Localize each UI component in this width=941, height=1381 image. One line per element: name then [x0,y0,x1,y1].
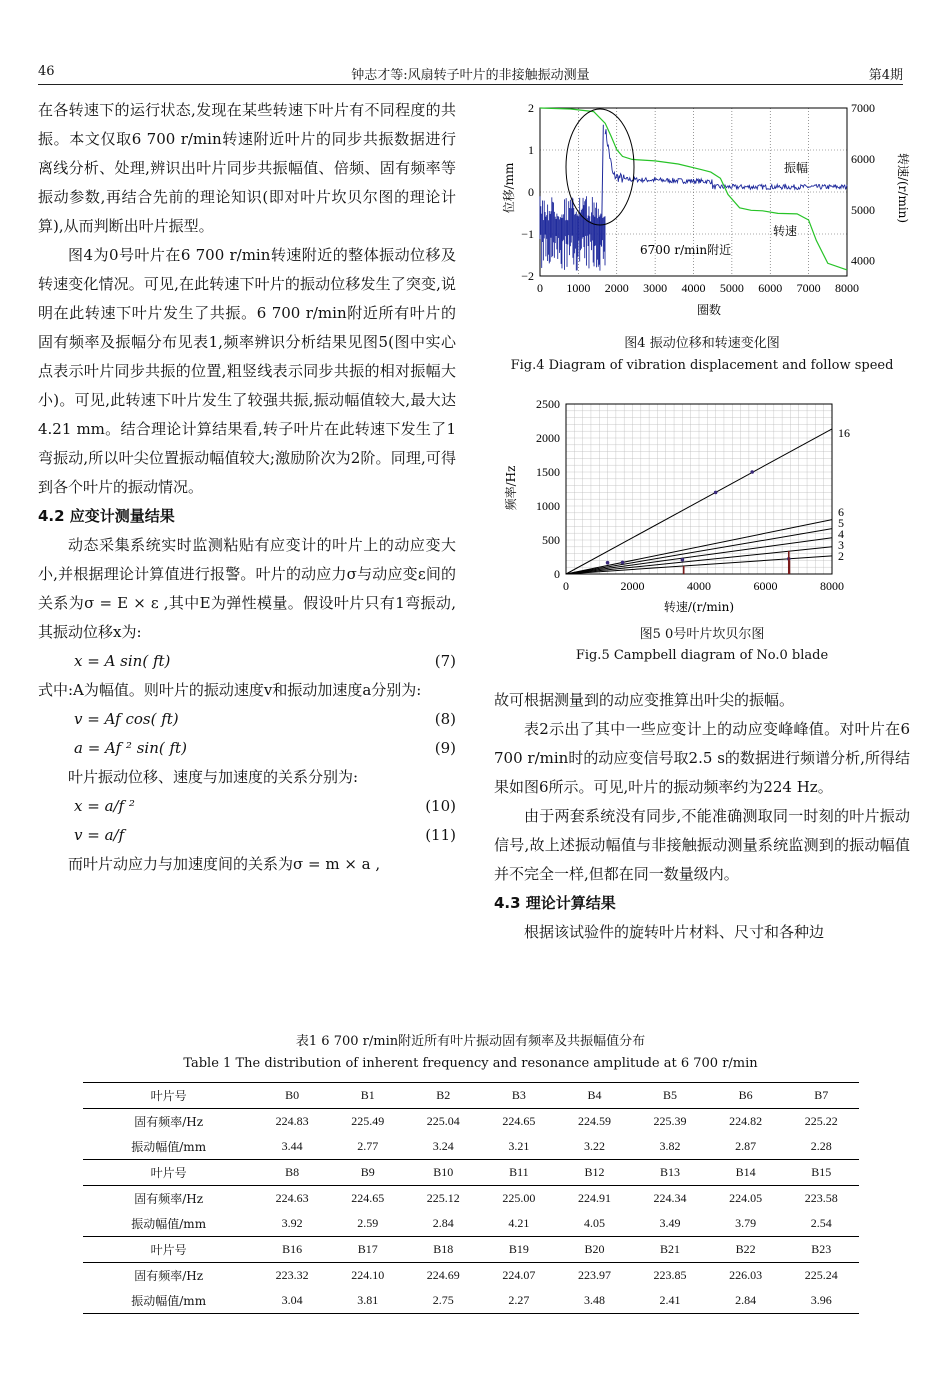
equation-text: x = A sin( ft) [74,652,171,670]
row-label-frequency: 固有频率/Hz [134,1115,204,1129]
row-label-amplitude: 振动幅值/mm [131,1217,207,1231]
amplitude-cell: 2.41 [632,1288,708,1314]
table-row [83,1186,859,1212]
table-row [83,1263,859,1289]
blade-id-cell: B5 [632,1083,708,1109]
x-tick-label: 2000 [620,579,645,593]
amplitude-cell: 2.84 [708,1288,784,1314]
resonance-point [681,558,685,562]
paragraph: 叶片振动位移、速度与加速度的关系分别为: [68,768,359,786]
page-number: 46 [38,64,55,79]
blade-id-cell: B13 [632,1160,708,1186]
x-tick-label: 2000 [604,281,629,295]
order-label-4: 4 [838,526,844,541]
amplitude-cell: 2.54 [810,1216,832,1230]
amplitude-cell: 2.59 [357,1216,379,1230]
amplitude-cell: 2.75 [406,1288,482,1314]
amplitude-cell: 4.05 [583,1216,605,1230]
frequency-cell: 225.04 [426,1114,460,1128]
blade-id-cell: B6 [708,1083,784,1109]
table-1 [83,1082,859,1314]
blade-id-cell: B23 [783,1237,859,1263]
table-1-caption-en: Table 1 The distribution of inherent frequency and resonance amplitude at 6 700 r/min [183,1056,758,1071]
x-tick-label: 6000 [758,281,783,295]
x-axis-label: 圈数 [696,303,722,317]
running-title: 钟志才等:风扇转子叶片的非接触振动测量 [351,68,590,83]
frequency-cell: 224.82 [729,1114,763,1128]
paragraph: 故可根据测量到的动应变推算出叶尖的振幅。 [494,691,795,709]
x-tick-label: 8000 [820,579,844,593]
x-tick-label: 5000 [719,281,744,295]
blade-id-cell: B2 [406,1083,482,1109]
frequency-cell: 224.05 [729,1191,763,1205]
paragraph: 在各转速下的运行状态,发现在某些转速下叶片有不同程度的共振。本文仅取6 700 r/min转速附近叶片的同步共振数据进行离线分析、处理,辨识出叶片同步共振幅值、倍频、固有频率等振动参数,再结合先前的理论知识(即对叶片坎贝尔图的理论计算),从而判断出叶片振型。 [38,101,456,235]
equation-number: (11) [425,826,456,844]
section-heading-4-3: 4.3 理论计算结果 [494,894,616,912]
y-tick-label: 1 [528,143,534,157]
x-axis-label: 转速/(r/min) [663,600,735,614]
frequency-cell: 225.12 [426,1191,460,1205]
frequency-cell: 226.03 [729,1268,763,1282]
x-tick-label: 0 [537,281,543,295]
x-tick-label: 8000 [835,281,859,295]
y-tick-label: 1000 [536,499,560,513]
blade-id-cell: B12 [557,1160,633,1186]
frequency-cell: 225.00 [502,1191,536,1205]
displacement-line [605,129,847,189]
blade-id-cell: B8 [254,1160,330,1186]
blade-id-cell: B15 [783,1160,859,1186]
paragraph: 动态采集系统实时监测粘贴有应变计的叶片上的动应变大小,并根据理论计算值进行报警。叶片的动应力σ与动应变ε间的关系为σ = E × ε ,其中E为弹性模量。假设叶片只有1弯振动,其振动位移x为: [38,536,456,641]
amplitude-cell: 3.44 [281,1139,303,1153]
y-tick-label: 2000 [536,431,560,445]
y-tick-label: 500 [542,533,560,547]
amplitude-cell: 3.48 [557,1288,633,1314]
equation-number: (7) [434,652,456,670]
equation-number: (10) [425,797,456,815]
equation-number: (9) [434,739,456,757]
right-column [494,686,910,947]
annotation-speed: 转速 [773,224,798,238]
frequency-cell: 224.34 [653,1191,687,1205]
blade-id-cell: B18 [406,1237,482,1263]
equation-text: v = a/f [74,826,125,844]
frequency-cell: 223.85 [653,1268,687,1282]
equation-7 [38,647,456,676]
row-label-frequency: 固有频率/Hz [134,1269,204,1283]
frequency-cell: 225.22 [804,1114,838,1128]
frequency-cell: 224.91 [577,1191,611,1205]
y2-axis-label: 转速/(r/min) [896,152,910,224]
y-tick-label: 2 [528,101,534,115]
table-row [83,1288,859,1314]
resonance-highlight-ellipse [566,109,634,225]
blade-id-cell: B17 [330,1237,406,1263]
paragraph: 表2示出了其中一些应变计上的动应变峰峰值。对叶片在6 700 r/min时的动应变信号取2.5 s的数据进行频谱分析,所得结果如图6所示。可见,叶片的振动频率约为224 Hz。 [494,720,910,796]
figure-5-caption-cn: 图5 0号叶片坎贝尔图 [639,627,765,642]
blade-id-cell: B16 [254,1237,330,1263]
y-axis-label: 位移/mm [502,162,516,214]
amplitude-cell: 3.82 [659,1139,681,1153]
figure-5-campbell-chart [490,392,910,622]
equation-number: (8) [434,710,456,728]
table-row [83,1083,859,1109]
issue-number: 第4期 [868,68,903,83]
row-label-amplitude: 振动幅值/mm [83,1288,254,1314]
amplitude-cell: 3.79 [735,1216,757,1230]
amplitude-cell: 2.84 [432,1216,454,1230]
order-label-6: 6 [838,504,844,519]
paragraph: 式中:A为幅值。则叶片的振动速度v和振动加速度a分别为: [38,681,422,699]
amplitude-cell: 3.81 [330,1288,406,1314]
blade-id-cell: B22 [708,1237,784,1263]
equation-text: x = a/f ² [74,797,135,815]
left-column [38,96,456,879]
chart-axes [536,397,844,593]
x-tick-label: 3000 [643,281,668,295]
x-tick-label: 0 [563,579,569,593]
amplitude-cell: 3.92 [281,1216,303,1230]
section-heading-4-2: 4.2 应变计测量结果 [38,507,175,525]
table-1-caption-cn: 表1 6 700 r/min附近所有叶片振动固有频率及共振幅值分布 [295,1034,646,1049]
frequency-cell: 224.69 [426,1268,460,1282]
blade-id-cell: B21 [632,1237,708,1263]
figure-4-caption-en: Fig.4 Diagram of vibration displacement and follow speed [510,358,894,373]
equation-11 [38,821,456,850]
equation-10 [38,792,456,821]
frequency-cell: 224.07 [502,1268,536,1282]
frequency-cell: 225.39 [653,1114,687,1128]
resonance-point [714,491,718,495]
frequency-cell: 223.32 [275,1268,309,1282]
resonance-point [750,470,754,474]
blade-id-cell: B14 [708,1160,784,1186]
chart-grid [566,404,832,574]
blade-id-cell: B11 [481,1160,557,1186]
y-tick-label: 2500 [536,397,560,411]
equation-text: v = Af cos( ft) [74,710,179,728]
amplitude-cell: 3.04 [254,1288,330,1314]
x-tick-label: 1000 [566,281,591,295]
frequency-cell: 223.58 [804,1191,838,1205]
frequency-cell: 224.10 [351,1268,385,1282]
table-row [83,1109,859,1135]
amplitude-cell: 2.77 [357,1139,379,1153]
figure-4-caption-cn: 图4 振动位移和转速变化图 [624,336,780,351]
blade-id-cell: B4 [557,1083,633,1109]
row-label-blade: 叶片号 [83,1160,254,1186]
order-lines [566,426,850,574]
paragraph: 而叶片动应力与加速度间的关系为σ = m × a , [68,855,381,873]
table-row [83,1160,859,1186]
y-axis-label: 频率/Hz [504,465,518,511]
amplitude-cell: 3.96 [783,1288,859,1314]
amplitude-cell: 2.27 [481,1288,557,1314]
frequency-cell: 223.97 [577,1268,611,1282]
frequency-cell: 224.59 [577,1114,611,1128]
paragraph: 图4为0号叶片在6 700 r/min转速附近的整体振动位移及转速变化情况。可见,在此转速下叶片的振动位移发生了突变,说明在此转速下叶片发生了共振。6 700 r/min附近所有叶片的固有频率及振幅分布见表1,频率辨识分析结果见图5(图中实心点表示叶片同步共振的位置,粗竖线表示同步共振的相对振幅大小)。可见,此转速下叶片发生了较强共振,振动幅值较大,最大达4.21 mm。结合理论计算结果看,转子叶片在此转速下发生了1弯振动,所以叶尖位置振动幅值较大;激励阶次为2阶。同理,可得到各个叶片的振动情况。 [38,246,456,496]
frequency-cell: 225.24 [804,1268,838,1282]
blade-id-cell: B19 [481,1237,557,1263]
running-header [38,62,903,85]
y2-tick-label: 7000 [851,101,875,115]
figure-5-caption-en: Fig.5 Campbell diagram of No.0 blade [575,648,829,663]
amplitude-cell: 2.87 [735,1139,757,1153]
table-row [83,1211,859,1237]
blade-id-cell: B0 [254,1083,330,1109]
frequency-cell: 224.65 [502,1114,536,1128]
equation-9 [38,734,456,763]
blade-id-cell: B20 [557,1237,633,1263]
x-tick-label: 6000 [753,579,778,593]
y2-tick-label: 6000 [851,151,875,166]
row-label-blade: 叶片号 [83,1237,254,1263]
annotation-amplitude: 振幅 [784,161,809,175]
y-tick-label: 0 [528,185,534,199]
blade-id-cell: B1 [330,1083,406,1109]
frequency-cell: 224.65 [351,1191,385,1205]
figure-4-chart [490,96,910,326]
x-tick-label: 4000 [681,281,706,295]
order-label-16: 16 [838,425,850,440]
blade-id-cell: B9 [330,1160,406,1186]
y-tick-label: −2 [521,269,534,283]
y2-tick-label: 4000 [851,253,875,268]
frequency-cell: 224.83 [275,1114,309,1128]
paragraph: 根据该试验件的旋转叶片材料、尺寸和各种边 [524,923,825,941]
amplitude-cell: 3.24 [432,1139,454,1153]
amplitude-cell: 3.49 [659,1216,681,1230]
amplitude-cell: 4.21 [508,1216,530,1230]
blade-id-cell: B7 [783,1083,859,1109]
amplitude-cell: 3.21 [508,1139,530,1153]
x-tick-label: 7000 [796,281,821,295]
equation-text: a = Af ² sin( ft) [74,739,187,757]
row-label-frequency: 固有频率/Hz [134,1192,204,1206]
row-label-amplitude: 振动幅值/mm [131,1140,207,1154]
order-label-3: 3 [838,537,844,552]
amplitude-cell: 3.22 [583,1139,605,1153]
y2-tick-label: 5000 [851,202,875,217]
frequency-cell: 225.49 [351,1114,385,1128]
order-label-5: 5 [838,515,844,530]
y-tick-label: 0 [554,567,560,581]
table-row [83,1134,859,1160]
y-tick-label: −1 [521,227,534,241]
row-label-blade: 叶片号 [83,1083,254,1109]
x-tick-label: 4000 [687,579,711,593]
resonance-point [606,561,610,565]
table-row [83,1237,859,1263]
blade-id-cell: B3 [481,1083,557,1109]
paragraph: 由于两套系统没有同步,不能准确测取同一时刻的叶片振动信号,故上述振动幅值与非接触振动测量系统监测到的振动幅值并不完全一样,但都在同一数量级内。 [494,807,910,883]
resonance-point [621,561,625,565]
blade-id-cell: B10 [406,1160,482,1186]
frequency-cell: 224.63 [275,1191,309,1205]
equation-8 [38,705,456,734]
order-label-2: 2 [838,548,844,563]
annotation-near-6700: 6700 r/min附近 [640,243,732,257]
y-tick-label: 1500 [536,465,560,479]
amplitude-cell: 2.28 [810,1139,832,1153]
